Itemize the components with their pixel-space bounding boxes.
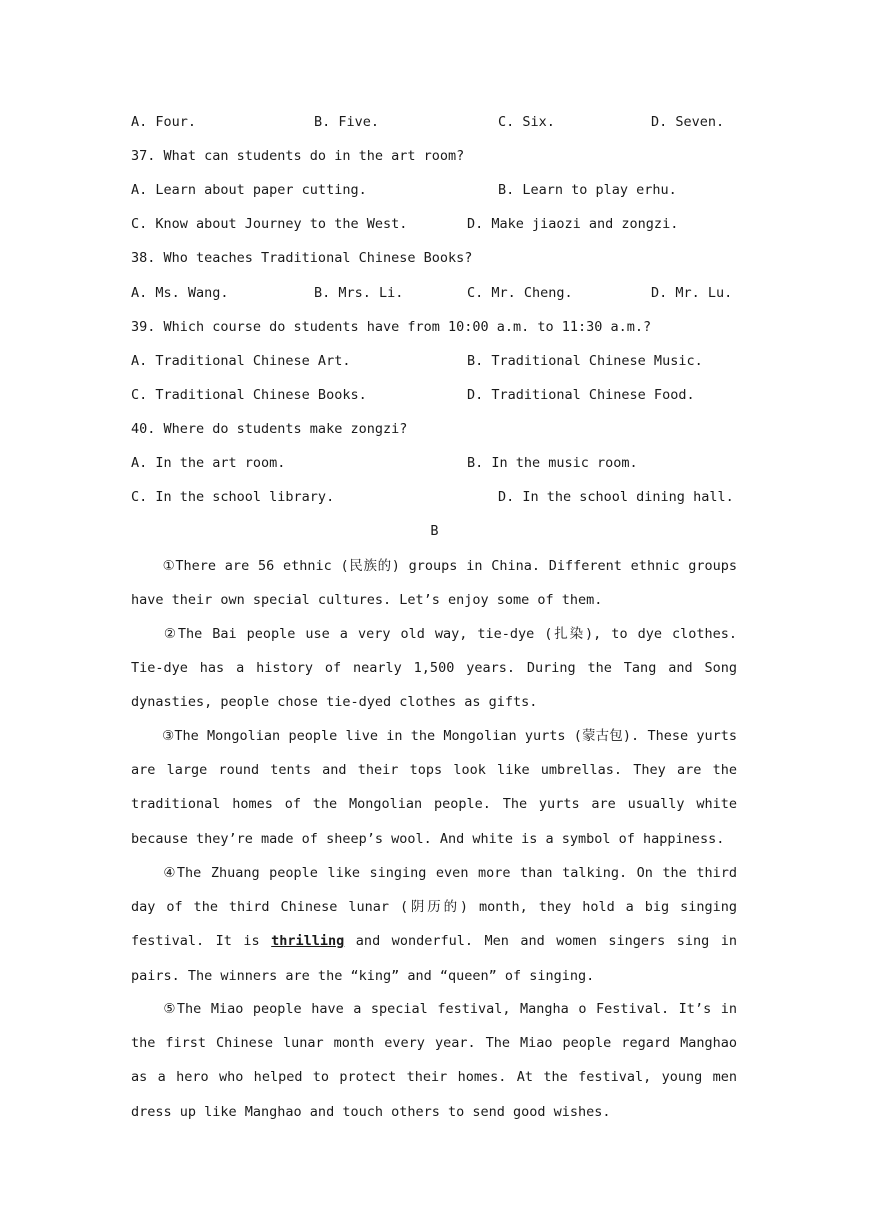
q39-option-d: D. Traditional Chinese Food. (467, 387, 695, 403)
paragraph-4-text-a: ④The Zhuang people like singing even more than talking. On the third day of the third Chinese lunar (阴历的) month, they hold a big singing festival. It is (131, 865, 737, 950)
paragraph-4 (131, 856, 737, 993)
q36-option-a: A. Four. (131, 114, 197, 130)
q40-question: 40. Where do students make zongzi? (131, 421, 408, 437)
q39-question: 39. Which course do students have from 10:00 a.m. to 11:30 a.m.? (131, 319, 652, 335)
underlined-word: thrilling (271, 933, 345, 950)
q37-option-a: A. Learn about paper cutting. (131, 182, 367, 198)
q39-option-a: A. Traditional Chinese Art. (131, 353, 351, 369)
paragraph-5 (131, 992, 737, 1129)
q40-option-c: C. In the school library. (131, 489, 335, 505)
paragraph-4-text-b: and wonderful. Men and women singers sing in pairs. The winners are the “king” and “queen” of singing. (131, 933, 738, 984)
paragraph-2-text: ②The Bai people use a very old way, tie-dye (扎染), to dye clothes. Tie-dye has a history of nearly 1,500 years. During the Tang and Song dynasties, people chose tie-dyed clothes as gifts. (131, 626, 737, 711)
q36-option-d: D. Seven. (651, 114, 725, 130)
q40-option-b: B. In the music room. (467, 455, 638, 471)
q37-option-b: B. Learn to play erhu. (498, 182, 677, 198)
q36-option-c: C. Six. (498, 114, 555, 130)
q37-option-d: D. Make jiaozi and zongzi. (467, 216, 679, 232)
q39-option-b: B. Traditional Chinese Music. (467, 353, 703, 369)
q38-option-b: B. Mrs. Li. (314, 285, 404, 301)
q37-question: 37. What can students do in the art room? (131, 148, 465, 164)
paragraph-3-text: ③The Mongolian people live in the Mongolian yurts (蒙古包). These yurts are large round tents and their tops look like umbrellas. They are the traditional homes of the Mongolian people. The yurts are usually white because they’re made of sheep’s wool. And white is a symbol of happiness. (131, 728, 737, 847)
q38-question: 38. Who teaches Traditional Chinese Books? (131, 250, 473, 266)
q40-option-d: D. In the school dining hall. (498, 489, 734, 505)
paragraph-1-text: ①There are 56 ethnic (民族的) groups in China. Different ethnic groups have their own special cultures. Let’s enjoy some of them. (131, 558, 737, 609)
paragraph-2 (131, 617, 737, 720)
q36-option-b: B. Five. (314, 114, 380, 130)
q38-option-c: C. Mr. Cheng. (467, 285, 573, 301)
q39-option-c: C. Traditional Chinese Books. (131, 387, 367, 403)
q37-option-c: C. Know about Journey to the West. (131, 216, 408, 232)
paragraph-3 (131, 719, 737, 856)
paragraph-5-text: ⑤The Miao people have a special festival, Mangha o Festival. It’s in the first Chinese lunar month every year. The Miao people regard Manghao as a hero who helped to protect their homes. At the festival, young men dress up like Manghao and touch others to send good wishes. (131, 1001, 737, 1120)
q38-option-a: A. Ms. Wang. (131, 285, 229, 301)
paragraph-1 (131, 549, 737, 617)
section-b-heading: B (430, 523, 439, 539)
q38-option-d: D. Mr. Lu. (651, 285, 733, 301)
q40-option-a: A. In the art room. (131, 455, 286, 471)
